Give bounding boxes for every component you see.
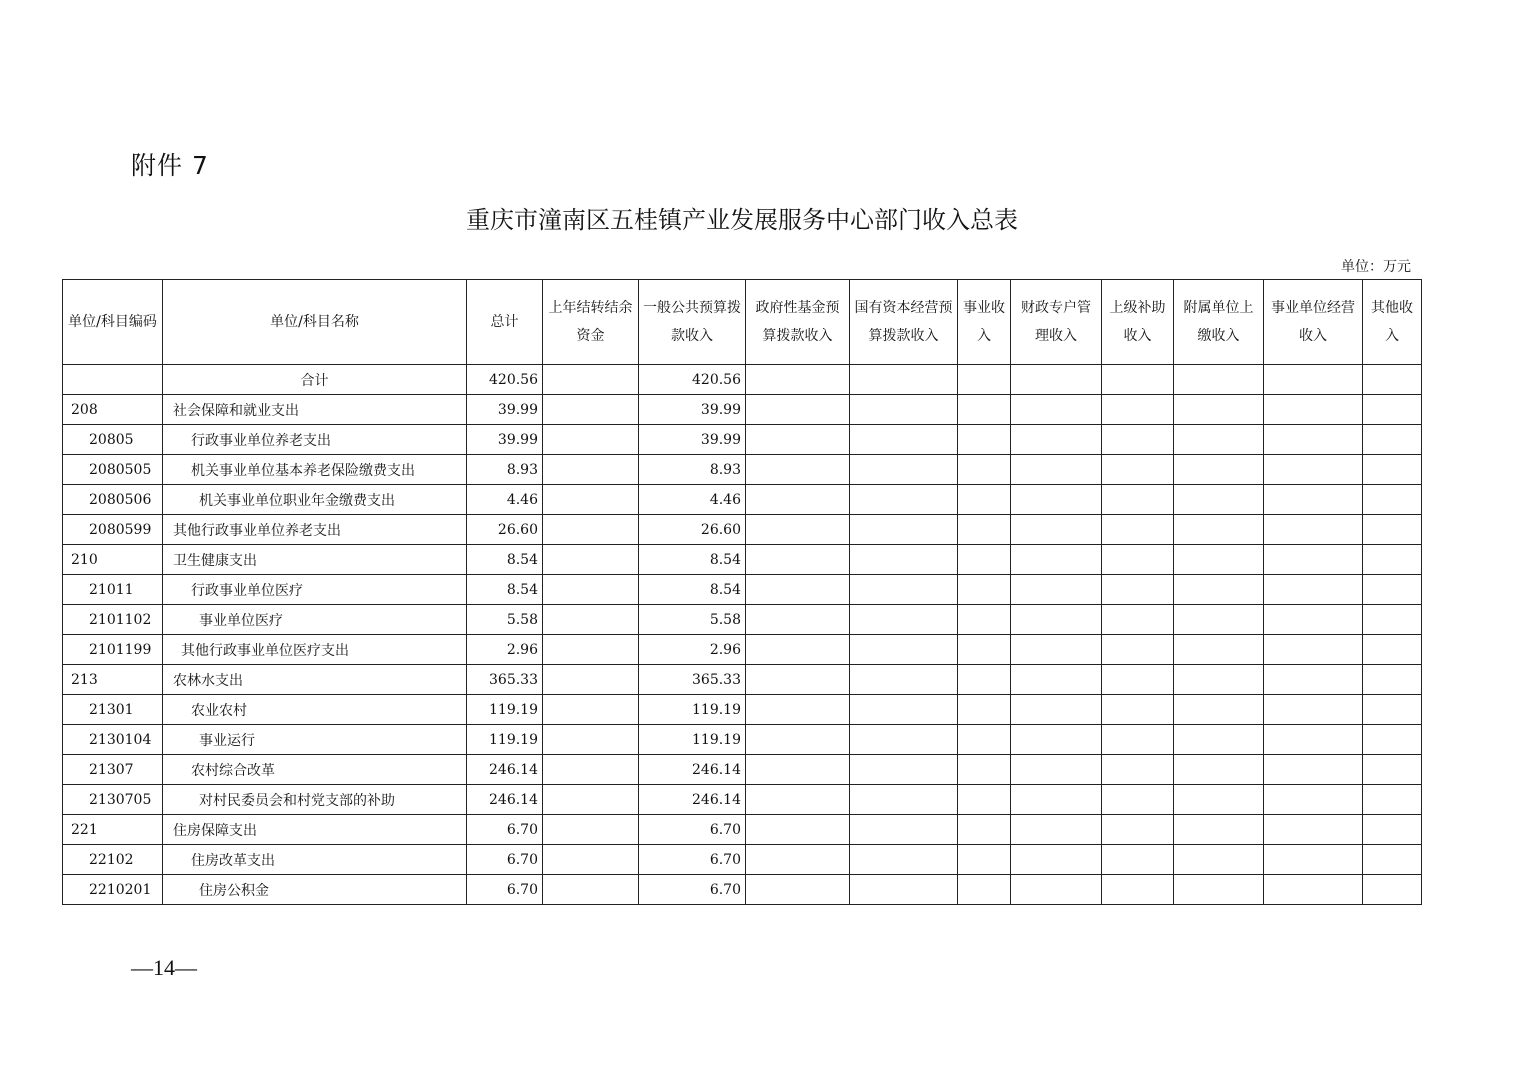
row-carryover <box>543 755 639 785</box>
row-code: 21301 <box>63 695 163 725</box>
row-other <box>1363 875 1422 905</box>
row-carryover <box>543 875 639 905</box>
row-total: 365.33 <box>467 665 543 695</box>
row-gov-fund <box>746 695 850 725</box>
row-code: 2080506 <box>63 485 163 515</box>
row-name: 其他行政事业单位养老支出 <box>163 515 467 545</box>
row-gov-fund <box>746 455 850 485</box>
row-general-budget: 39.99 <box>639 425 746 455</box>
row-subsidy <box>1102 545 1174 575</box>
row-total: 4.46 <box>467 485 543 515</box>
row-other <box>1363 575 1422 605</box>
row-name: 事业运行 <box>163 725 467 755</box>
row-special-account <box>1011 755 1102 785</box>
row-affiliated <box>1174 575 1264 605</box>
row-subsidy <box>1102 815 1174 845</box>
row-other <box>1363 425 1422 455</box>
header-special-account: 财政专户管理收入 <box>1011 280 1102 365</box>
row-gov-fund <box>746 755 850 785</box>
row-affiliated <box>1174 485 1264 515</box>
row-name: 卫生健康支出 <box>163 545 467 575</box>
table-header-row <box>63 280 1422 365</box>
row-operating <box>1264 425 1363 455</box>
row-state-asset <box>850 695 958 725</box>
row-business-income <box>958 515 1011 545</box>
table-row <box>63 395 1422 425</box>
row-business-income <box>958 455 1011 485</box>
row-operating <box>1264 695 1363 725</box>
row-gov-fund <box>746 485 850 515</box>
header-carryover: 上年结转结余资金 <box>543 280 639 365</box>
row-other <box>1363 635 1422 665</box>
row-state-asset <box>850 605 958 635</box>
row-special-account <box>1011 485 1102 515</box>
row-affiliated <box>1174 605 1264 635</box>
row-affiliated <box>1174 455 1264 485</box>
row-state-asset <box>850 665 958 695</box>
row-special-account <box>1011 725 1102 755</box>
row-general-budget: 246.14 <box>639 785 746 815</box>
row-subsidy <box>1102 635 1174 665</box>
row-subsidy <box>1102 515 1174 545</box>
row-carryover <box>543 815 639 845</box>
row-business-income <box>958 575 1011 605</box>
header-other: 其他收入 <box>1363 280 1422 365</box>
row-total: 6.70 <box>467 815 543 845</box>
table-row <box>63 755 1422 785</box>
row-subsidy <box>1102 575 1174 605</box>
row-total: 246.14 <box>467 755 543 785</box>
row-operating <box>1264 845 1363 875</box>
row-state-asset <box>850 815 958 845</box>
row-affiliated <box>1174 395 1264 425</box>
row-total: 2.96 <box>467 635 543 665</box>
row-subsidy <box>1102 485 1174 515</box>
row-operating <box>1264 785 1363 815</box>
row-general-budget: 39.99 <box>639 395 746 425</box>
row-name: 住房保障支出 <box>163 815 467 845</box>
row-gov-fund <box>746 425 850 455</box>
row-gov-fund <box>746 365 850 395</box>
row-total: 8.54 <box>467 575 543 605</box>
row-gov-fund <box>746 575 850 605</box>
row-state-asset <box>850 395 958 425</box>
row-affiliated <box>1174 425 1264 455</box>
row-code: 208 <box>63 395 163 425</box>
row-name: 住房公积金 <box>163 875 467 905</box>
row-other <box>1363 545 1422 575</box>
row-business-income <box>958 485 1011 515</box>
header-code: 单位/科目编码 <box>63 280 163 365</box>
row-carryover <box>543 665 639 695</box>
row-name: 合计 <box>163 365 467 395</box>
row-other <box>1363 605 1422 635</box>
row-code: 210 <box>63 545 163 575</box>
header-name: 单位/科目名称 <box>163 280 467 365</box>
row-special-account <box>1011 665 1102 695</box>
row-gov-fund <box>746 545 850 575</box>
row-general-budget: 8.54 <box>639 545 746 575</box>
row-total: 8.54 <box>467 545 543 575</box>
table-row <box>63 875 1422 905</box>
row-business-income <box>958 365 1011 395</box>
table-row <box>63 425 1422 455</box>
row-affiliated <box>1174 635 1264 665</box>
row-affiliated <box>1174 785 1264 815</box>
row-general-budget: 6.70 <box>639 875 746 905</box>
table-body <box>63 365 1422 905</box>
row-subsidy <box>1102 365 1174 395</box>
row-subsidy <box>1102 755 1174 785</box>
row-state-asset <box>850 455 958 485</box>
row-affiliated <box>1174 725 1264 755</box>
row-carryover <box>543 695 639 725</box>
row-subsidy <box>1102 845 1174 875</box>
row-business-income <box>958 755 1011 785</box>
row-affiliated <box>1174 515 1264 545</box>
row-total: 26.60 <box>467 515 543 545</box>
row-other <box>1363 785 1422 815</box>
row-carryover <box>543 785 639 815</box>
row-code: 21011 <box>63 575 163 605</box>
row-total: 6.70 <box>467 845 543 875</box>
row-subsidy <box>1102 605 1174 635</box>
row-other <box>1363 695 1422 725</box>
row-affiliated <box>1174 815 1264 845</box>
row-general-budget: 4.46 <box>639 485 746 515</box>
row-name: 机关事业单位职业年金缴费支出 <box>163 485 467 515</box>
row-gov-fund <box>746 635 850 665</box>
row-state-asset <box>850 875 958 905</box>
row-other <box>1363 395 1422 425</box>
table-row <box>63 515 1422 545</box>
row-other <box>1363 665 1422 695</box>
unit-label: 单位：万元 <box>1341 259 1411 275</box>
row-state-asset <box>850 635 958 665</box>
row-general-budget: 26.60 <box>639 515 746 545</box>
row-code <box>63 365 163 395</box>
row-carryover <box>543 365 639 395</box>
row-affiliated <box>1174 695 1264 725</box>
row-state-asset <box>850 755 958 785</box>
row-gov-fund <box>746 785 850 815</box>
table-row <box>63 845 1422 875</box>
header-state-asset: 国有资本经营预算拨款收入 <box>850 280 958 365</box>
row-name: 住房改革支出 <box>163 845 467 875</box>
row-business-income <box>958 875 1011 905</box>
header-subsidy: 上级补助收入 <box>1102 280 1174 365</box>
row-special-account <box>1011 455 1102 485</box>
header-total: 总计 <box>467 280 543 365</box>
row-carryover <box>543 485 639 515</box>
row-state-asset <box>850 575 958 605</box>
row-total: 119.19 <box>467 695 543 725</box>
row-state-asset <box>850 365 958 395</box>
row-carryover <box>543 455 639 485</box>
row-code: 2101102 <box>63 605 163 635</box>
row-name: 对村民委员会和村党支部的补助 <box>163 785 467 815</box>
row-code: 20805 <box>63 425 163 455</box>
row-general-budget: 5.58 <box>639 605 746 635</box>
table-row <box>63 635 1422 665</box>
row-total: 420.56 <box>467 365 543 395</box>
row-business-income <box>958 695 1011 725</box>
row-total: 5.58 <box>467 605 543 635</box>
table-row <box>63 485 1422 515</box>
row-general-budget: 6.70 <box>639 845 746 875</box>
row-total: 6.70 <box>467 875 543 905</box>
row-subsidy <box>1102 425 1174 455</box>
row-code: 21307 <box>63 755 163 785</box>
row-business-income <box>958 545 1011 575</box>
row-business-income <box>958 635 1011 665</box>
header-general-budget: 一般公共预算拨款收入 <box>639 280 746 365</box>
row-affiliated <box>1174 845 1264 875</box>
row-gov-fund <box>746 725 850 755</box>
row-carryover <box>543 725 639 755</box>
row-code: 2130705 <box>63 785 163 815</box>
row-name: 社会保障和就业支出 <box>163 395 467 425</box>
row-other <box>1363 485 1422 515</box>
row-affiliated <box>1174 365 1264 395</box>
row-general-budget: 2.96 <box>639 635 746 665</box>
row-special-account <box>1011 515 1102 545</box>
attachment-label: 附件 7 <box>131 151 209 180</box>
header-gov-fund: 政府性基金预算拨款收入 <box>746 280 850 365</box>
row-subsidy <box>1102 665 1174 695</box>
row-operating <box>1264 575 1363 605</box>
row-code: 2210201 <box>63 875 163 905</box>
row-other <box>1363 455 1422 485</box>
row-special-account <box>1011 365 1102 395</box>
row-total: 39.99 <box>467 395 543 425</box>
row-subsidy <box>1102 455 1174 485</box>
row-operating <box>1264 725 1363 755</box>
row-code: 2080505 <box>63 455 163 485</box>
row-operating <box>1264 395 1363 425</box>
row-carryover <box>543 395 639 425</box>
row-special-account <box>1011 425 1102 455</box>
row-special-account <box>1011 395 1102 425</box>
row-operating <box>1264 665 1363 695</box>
row-code: 213 <box>63 665 163 695</box>
row-subsidy <box>1102 725 1174 755</box>
row-special-account <box>1011 545 1102 575</box>
row-operating <box>1264 455 1363 485</box>
row-other <box>1363 755 1422 785</box>
row-special-account <box>1011 695 1102 725</box>
row-gov-fund <box>746 665 850 695</box>
row-operating <box>1264 815 1363 845</box>
row-general-budget: 119.19 <box>639 695 746 725</box>
row-operating <box>1264 485 1363 515</box>
row-state-asset <box>850 515 958 545</box>
row-state-asset <box>850 725 958 755</box>
row-business-income <box>958 845 1011 875</box>
document-title: 重庆市潼南区五桂镇产业发展服务中心部门收入总表 <box>466 206 1018 234</box>
row-name: 其他行政事业单位医疗支出 <box>163 635 467 665</box>
table-row <box>63 545 1422 575</box>
row-code: 221 <box>63 815 163 845</box>
row-operating <box>1264 605 1363 635</box>
row-state-asset <box>850 785 958 815</box>
row-business-income <box>958 725 1011 755</box>
row-total: 119.19 <box>467 725 543 755</box>
row-special-account <box>1011 845 1102 875</box>
row-name: 农业农村 <box>163 695 467 725</box>
row-name: 农村综合改革 <box>163 755 467 785</box>
row-special-account <box>1011 785 1102 815</box>
table-row <box>63 725 1422 755</box>
row-state-asset <box>850 485 958 515</box>
table-row <box>63 815 1422 845</box>
row-name: 行政事业单位养老支出 <box>163 425 467 455</box>
row-name: 机关事业单位基本养老保险缴费支出 <box>163 455 467 485</box>
row-carryover <box>543 575 639 605</box>
header-affiliated: 附属单位上缴收入 <box>1174 280 1264 365</box>
row-general-budget: 420.56 <box>639 365 746 395</box>
table-row <box>63 605 1422 635</box>
row-special-account <box>1011 815 1102 845</box>
row-general-budget: 8.93 <box>639 455 746 485</box>
row-state-asset <box>850 845 958 875</box>
row-operating <box>1264 515 1363 545</box>
row-carryover <box>543 605 639 635</box>
row-state-asset <box>850 545 958 575</box>
row-gov-fund <box>746 845 850 875</box>
row-subsidy <box>1102 395 1174 425</box>
row-affiliated <box>1174 755 1264 785</box>
row-general-budget: 8.54 <box>639 575 746 605</box>
row-operating <box>1264 545 1363 575</box>
row-total: 39.99 <box>467 425 543 455</box>
table-row <box>63 785 1422 815</box>
row-business-income <box>958 425 1011 455</box>
row-gov-fund <box>746 395 850 425</box>
row-name: 事业单位医疗 <box>163 605 467 635</box>
row-operating <box>1264 365 1363 395</box>
table-row <box>63 365 1422 395</box>
row-total: 8.93 <box>467 455 543 485</box>
row-code: 2101199 <box>63 635 163 665</box>
row-carryover <box>543 515 639 545</box>
row-gov-fund <box>746 515 850 545</box>
row-general-budget: 246.14 <box>639 755 746 785</box>
row-affiliated <box>1174 875 1264 905</box>
row-total: 246.14 <box>467 785 543 815</box>
row-subsidy <box>1102 875 1174 905</box>
row-general-budget: 6.70 <box>639 815 746 845</box>
header-business-income: 事业收入 <box>958 280 1011 365</box>
row-special-account <box>1011 875 1102 905</box>
row-carryover <box>543 635 639 665</box>
row-general-budget: 365.33 <box>639 665 746 695</box>
table-row <box>63 695 1422 725</box>
row-affiliated <box>1174 545 1264 575</box>
row-special-account <box>1011 635 1102 665</box>
row-name: 行政事业单位医疗 <box>163 575 467 605</box>
row-business-income <box>958 785 1011 815</box>
row-operating <box>1264 755 1363 785</box>
row-subsidy <box>1102 695 1174 725</box>
row-code: 22102 <box>63 845 163 875</box>
row-carryover <box>543 845 639 875</box>
row-special-account <box>1011 575 1102 605</box>
row-subsidy <box>1102 785 1174 815</box>
table-row <box>63 665 1422 695</box>
row-special-account <box>1011 605 1102 635</box>
row-business-income <box>958 605 1011 635</box>
row-operating <box>1264 635 1363 665</box>
row-carryover <box>543 545 639 575</box>
row-gov-fund <box>746 815 850 845</box>
row-business-income <box>958 395 1011 425</box>
row-carryover <box>543 425 639 455</box>
row-general-budget: 119.19 <box>639 725 746 755</box>
row-code: 2130104 <box>63 725 163 755</box>
row-gov-fund <box>746 605 850 635</box>
row-other <box>1363 515 1422 545</box>
header-operating: 事业单位经营收入 <box>1264 280 1363 365</box>
row-affiliated <box>1174 665 1264 695</box>
income-summary-table <box>62 279 1422 905</box>
table-row <box>63 575 1422 605</box>
row-operating <box>1264 875 1363 905</box>
row-state-asset <box>850 425 958 455</box>
table-row <box>63 455 1422 485</box>
row-business-income <box>958 665 1011 695</box>
row-other <box>1363 365 1422 395</box>
row-other <box>1363 815 1422 845</box>
row-code: 2080599 <box>63 515 163 545</box>
row-other <box>1363 845 1422 875</box>
row-other <box>1363 725 1422 755</box>
row-gov-fund <box>746 875 850 905</box>
page-number: —14— <box>131 955 197 980</box>
row-name: 农林水支出 <box>163 665 467 695</box>
row-business-income <box>958 815 1011 845</box>
